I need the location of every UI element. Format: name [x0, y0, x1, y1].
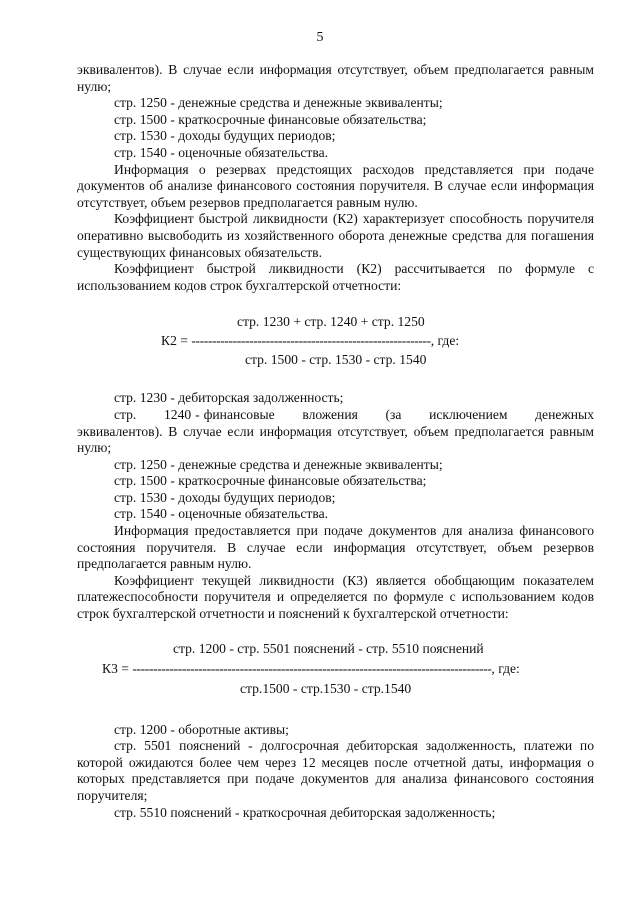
formula-k3-fraction-line — [102, 661, 520, 678]
list-item: стр. 1200 - оборотные активы; — [114, 721, 289, 737]
formula-k3-lhs: К3 = — [102, 660, 129, 676]
list-item: стр. 1240 - финансовые вложения (за исключением денежных эквивалентов). В случае если информация отсутствует, объем предполагается равным нулю; — [77, 406, 598, 456]
list-item: стр. 1540 - оценочные обязательства. — [114, 506, 329, 522]
paragraph-equivalents-continued: эквивалентов). В случае если информация отсутствует, объем предполагается равным нулю; — [77, 62, 594, 94]
formula-k2-denominator: стр. 1500 - стр. 1530 - стр. 1540 — [245, 352, 427, 368]
formula-k2-lhs: К2 = — [161, 333, 188, 349]
formula-k3-dashes: --------------------------------------------------------------------------------------- — [132, 660, 492, 676]
formula-k3-suffix: , где: — [491, 660, 520, 676]
paragraph-k2-formula-intro: Коэффициент быстрой ликвидности (К2) рассчитывается по формуле с использованием кодов строк бухгалтерской отчетности: — [77, 261, 594, 293]
formula-k3-denominator: стр.1500 - стр.1530 - стр.1540 — [240, 680, 412, 696]
list-item: стр. 1530 - доходы будущих периодов; — [114, 489, 336, 505]
list-item: стр. 1250 - денежные средства и денежные эквиваленты; — [114, 456, 443, 472]
list-item: стр. 1250 - денежные средства и денежные эквиваленты; — [114, 95, 443, 111]
document-body — [77, 62, 598, 821]
list-item: стр. 1540 - оценочные обязательства. — [114, 144, 329, 160]
list-item: стр. 5510 пояснений - краткосрочная дебиторская задолженность; — [114, 804, 496, 820]
list-item: стр. 1500 - краткосрочные финансовые обязательства; — [114, 111, 427, 127]
paragraph-info-provided: Информация предоставляется при подаче документов для анализа финансового состояния поручителя. В случае если информация отсутствует, объем резервов предполагается равным нулю. — [77, 523, 594, 572]
list-item: стр. 1230 - дебиторская задолженность; — [114, 390, 344, 406]
paragraph-k2-definition: Коэффициент быстрой ликвидности (К2) характеризует способность поручителя оперативно высвободить из хозяйственного оборота денежные средства для погашения существующих финансовых обязательств. — [77, 211, 594, 260]
list-item: стр. 1500 - краткосрочные финансовые обязательства; — [114, 473, 427, 489]
page-number: 5 — [316, 30, 324, 45]
formula-k2-fraction-line — [161, 333, 459, 350]
formula-k2-numerator: стр. 1230 + стр. 1240 + стр. 1250 — [237, 314, 425, 330]
formula-k3-numerator: стр. 1200 - стр. 5501 пояснений - стр. 5510 пояснений — [173, 640, 484, 656]
paragraph-k3-definition: Коэффициент текущей ликвидности (К3) является обобщающим показателем платежеспособности поручителя и определяется по формуле с использованием кодов строк бухгалтерской отчетности и пояснений к бухгалтерской отчетности: — [77, 572, 594, 622]
formula-k3 — [77, 623, 594, 695]
formula-k2 — [77, 294, 594, 367]
formula-k2-suffix: , где: — [430, 333, 460, 349]
list-item: стр. 5501 пояснений - долгосрочная дебиторская задолженность, платежи по которой ожидаются более чем через 12 месяцев после отчетной даты, информация о которых представляется при подаче документов для анализа финансового состояния поручителя; — [77, 738, 594, 803]
paragraph-reserves-info: Информация о резервах предстоящих расходов представляется при подаче документов об анализе финансового состояния поручителя. В случае если информация отсутствует, объем резервов предполагается равным нулю. — [77, 161, 594, 210]
list-item: стр. 1530 - доходы будущих периодов; — [114, 128, 336, 144]
formula-k2-dashes: ---------------------------------------------------------- — [191, 333, 431, 349]
